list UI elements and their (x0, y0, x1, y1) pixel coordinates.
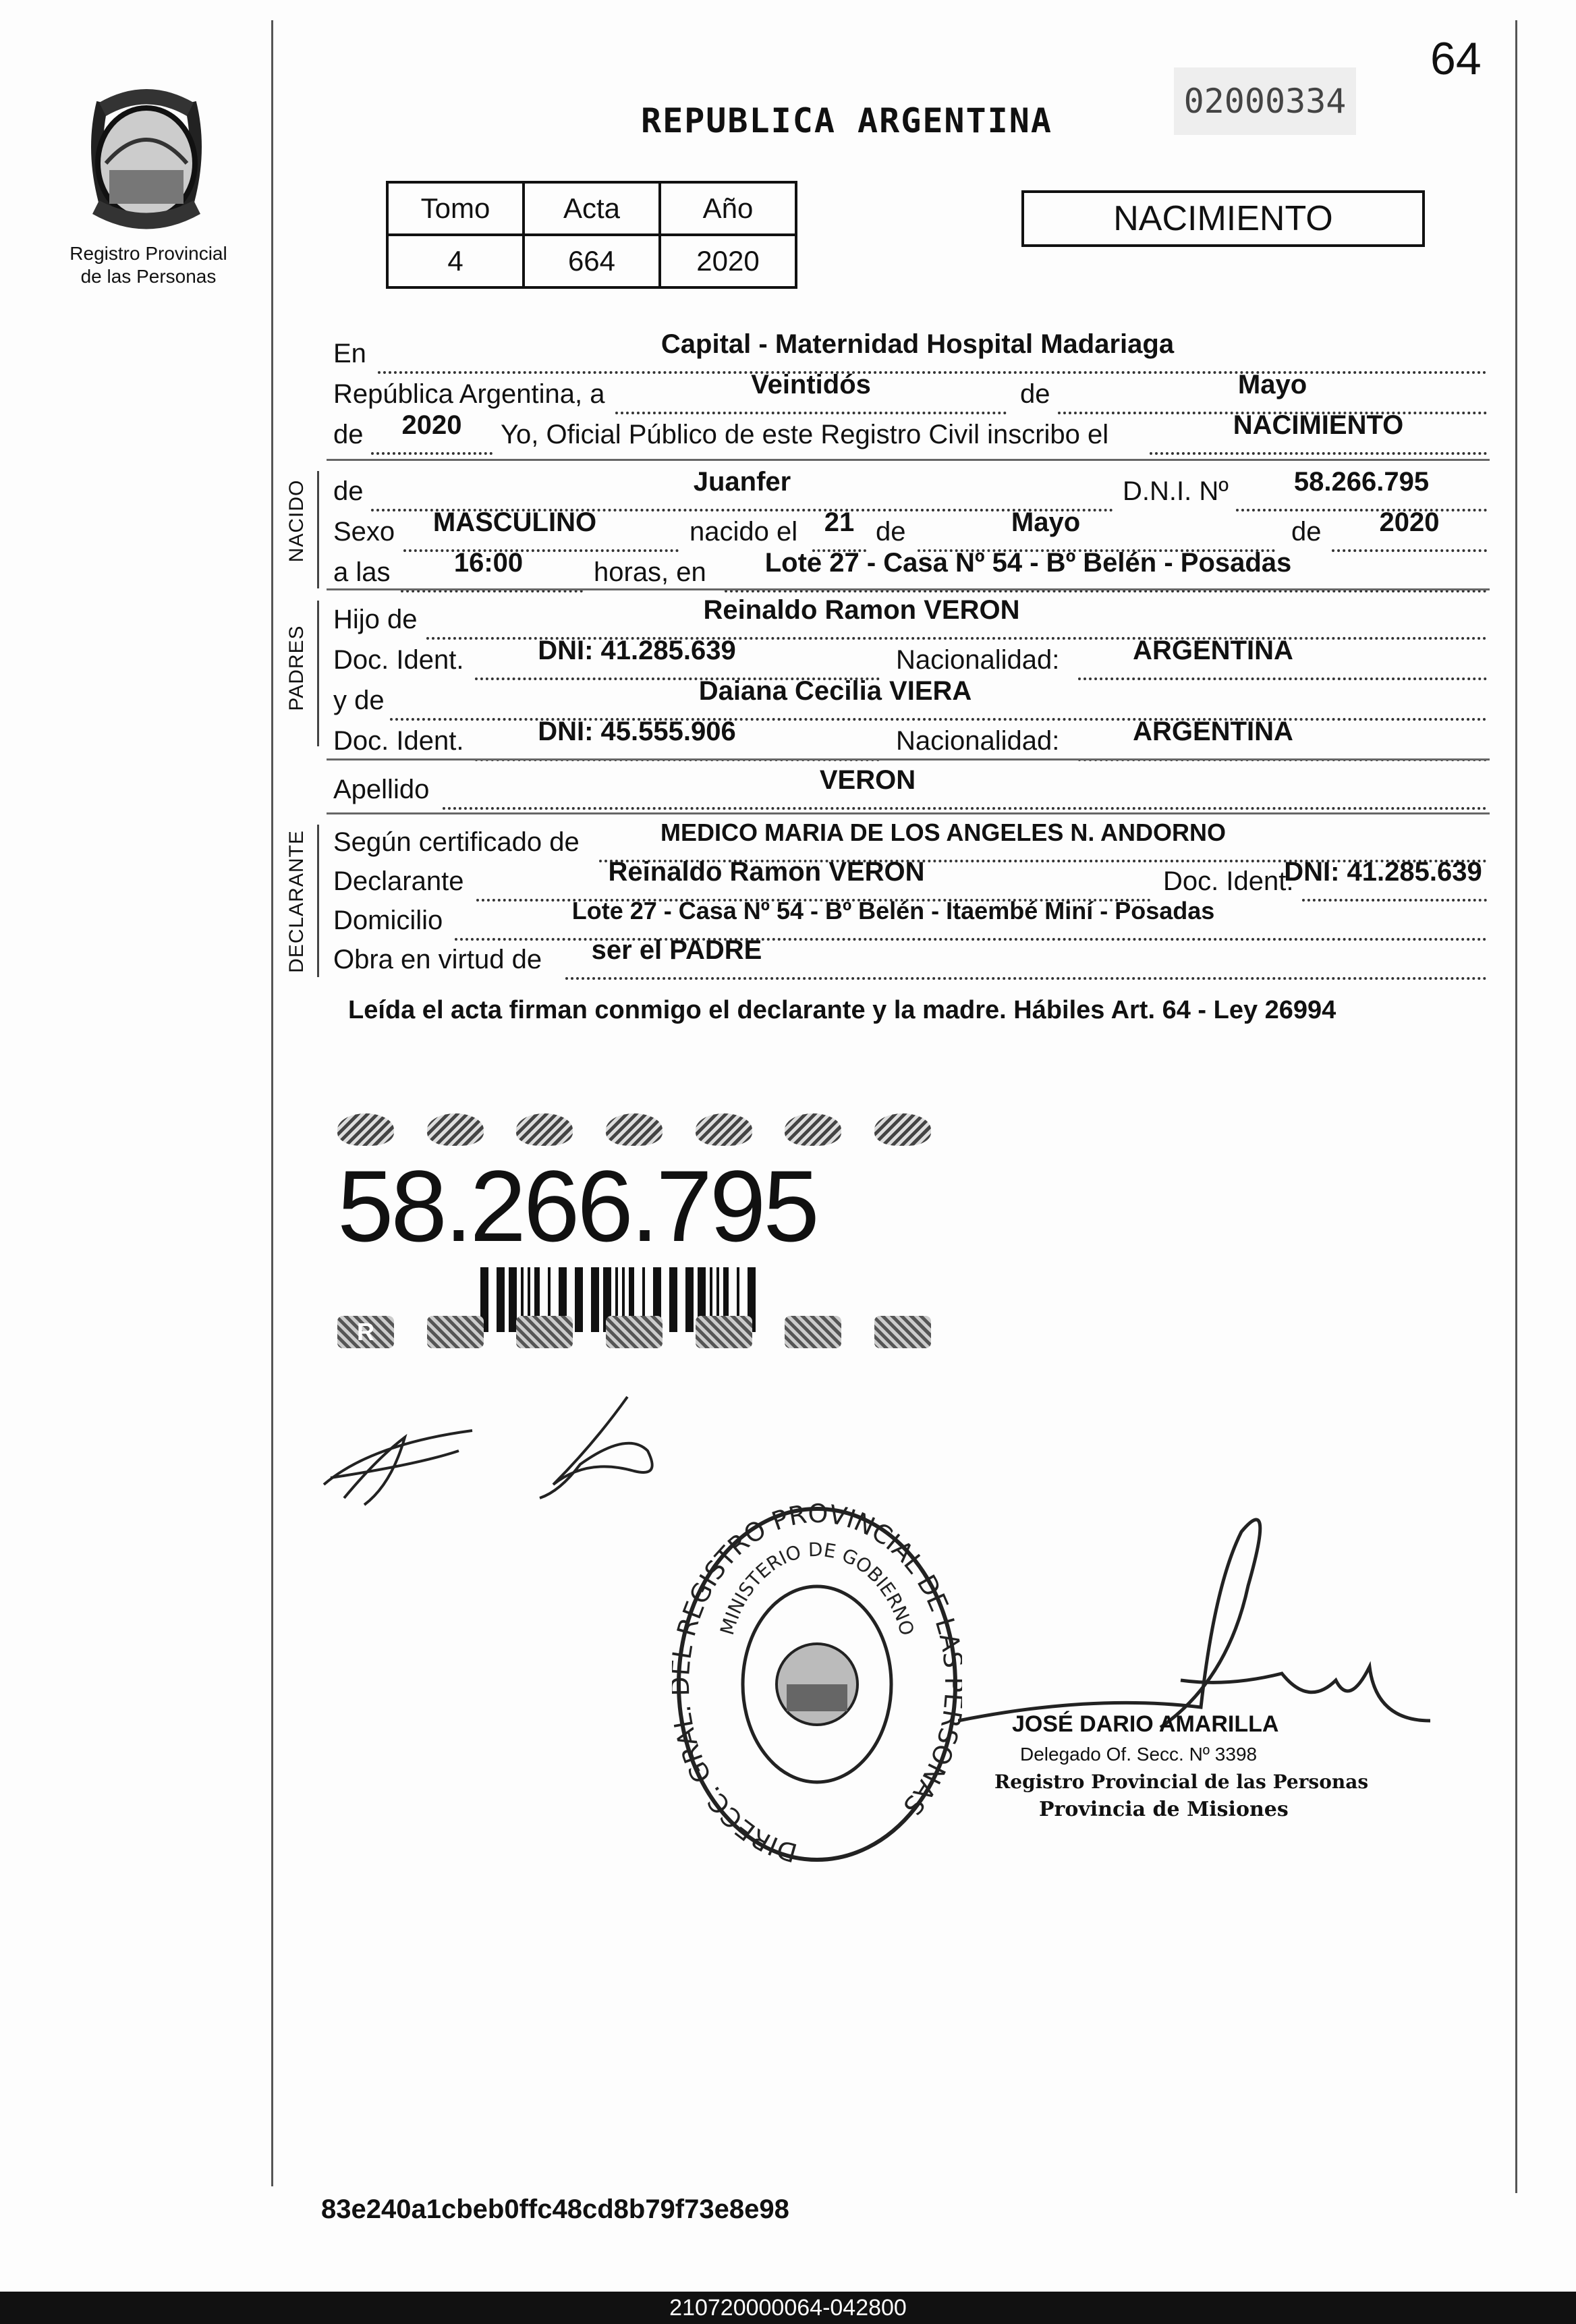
document-hash: 83e240a1cbeb0ffc48cd8b79f73e8e98 (321, 2194, 789, 2224)
surname-value: VERON (819, 765, 916, 795)
day-words-value: Veintidós (751, 370, 871, 399)
registry-label-2: de las Personas (80, 266, 217, 287)
label-yo: Yo, Oficial Público de este Registro Civil inscribo el (501, 420, 1109, 449)
acta-header: Acta (524, 182, 660, 235)
label-declarante: Declarante (333, 866, 464, 896)
registry-seal (672, 1502, 962, 1866)
label-en: En (333, 339, 366, 368)
sticker-number: 58.266.795 (337, 1149, 817, 1263)
label-nacionalidad-1: Nacionalidad: (896, 645, 1060, 675)
acta-value: 664 (524, 235, 660, 287)
mother-signature (526, 1390, 675, 1512)
address-value: Lote 27 - Casa Nº 54 - Bº Belén - Itaembé Miní - Posadas (571, 897, 1215, 924)
label-y-de: y de (333, 686, 385, 715)
act-type-box: NACIMIENTO (1021, 190, 1425, 247)
pattern-letter: R (337, 1316, 394, 1348)
label-de-1: de (1020, 379, 1050, 409)
label-republica: República Argentina, a (333, 379, 605, 409)
label-doc-ident-2: Doc. Ident. (333, 726, 464, 756)
label-nacido-el: nacido el (690, 517, 798, 547)
declarant-signature (317, 1404, 492, 1512)
line-hijo-de (333, 595, 1487, 637)
line-de-nombre (333, 467, 1487, 509)
emblem-label (76, 76, 217, 104)
record-table (386, 181, 797, 289)
rule-2 (327, 588, 1490, 590)
line-sexo (333, 507, 1487, 549)
line-domicilio (333, 897, 1487, 938)
nacido-bar (317, 471, 319, 588)
father-value: Reinaldo Ramon VERON (703, 595, 1020, 625)
rule-3 (327, 758, 1490, 760)
line-padre-doc (333, 636, 1487, 677)
tomo-header: Tomo (387, 182, 524, 235)
page-number: 64 (1430, 33, 1482, 84)
country-title: REPUBLICA ARGENTINA (641, 101, 1052, 140)
line-y-de (333, 676, 1487, 718)
official-role: Delegado Of. Secc. Nº 3398 (1020, 1744, 1258, 1765)
seal-inner-text: MINISTERIO DE GOBIERNO (715, 1538, 919, 1638)
anio-value: 2020 (660, 235, 796, 287)
label-doc-ident-3: Doc. Ident. (1163, 866, 1294, 896)
section-declarante: DECLARANTE (285, 830, 308, 973)
padres-bar (317, 601, 319, 746)
footer-id: 210720000064-042800 (669, 2295, 907, 2321)
father-doc-value: DNI: 41.285.639 (538, 636, 736, 665)
mother-nationality-value: ARGENTINA (1133, 717, 1293, 746)
act-value: NACIMIENTO (1233, 410, 1404, 440)
year-value: 2020 (401, 410, 462, 440)
line-republica (333, 370, 1487, 412)
label-a-las: a las (333, 557, 391, 587)
seal-outer-text: DIRECC. GRA REGISTRO PROVINCIAL DE L SONAS (672, 1502, 962, 1866)
closing-text: Leída el acta firman conmigo el declarante y la madre. Hábiles Art. 64 - Ley 26994 (348, 996, 1336, 1024)
label-de-2: de (333, 420, 364, 449)
sticker-pattern-top (337, 1113, 931, 1154)
place-value: Capital - Maternidad Hospital Madariaga (660, 329, 1175, 359)
certificate-value: MEDICO MARIA DE LOS ANGELES N. ANDORNO (660, 819, 1227, 846)
rule-4 (327, 812, 1490, 814)
label-nacionalidad-2: Nacionalidad: (896, 726, 1060, 756)
official-province: Provincia de Misiones (1039, 1798, 1289, 1821)
left-margin-line (271, 20, 273, 2186)
line-en (333, 329, 1487, 371)
birthplace-value: Lote 27 - Casa Nº 54 - Bº Belén - Posadas (764, 548, 1292, 578)
label-hijo-de: Hijo de (333, 605, 418, 634)
line-yo (333, 410, 1487, 452)
section-padres: PADRES (285, 625, 308, 711)
name-value: Juanfer (693, 467, 791, 497)
label-doc-ident-1: Doc. Ident. (333, 645, 464, 675)
sticker-pattern-bottom (337, 1316, 931, 1356)
official-name: JOSÉ DARIO AMARILLA (1012, 1711, 1279, 1737)
label-de-3: de (333, 476, 364, 506)
registry-label-1: Registro Provincial (69, 243, 227, 264)
label-sexo: Sexo (333, 517, 395, 547)
dni-value: 58.266.795 (1293, 467, 1430, 497)
serial-number: 02000334 (1174, 67, 1356, 135)
declarant-doc-value: DNI: 41.285.639 (1284, 857, 1482, 887)
declarant-value: Reinaldo Ramon VERON (608, 857, 925, 887)
label-horas-en: horas, en (594, 557, 706, 587)
line-hora (333, 548, 1487, 590)
label-de-4: de (876, 517, 906, 547)
mother-doc-value: DNI: 45.555.906 (538, 717, 736, 746)
tomo-value: 4 (387, 235, 524, 287)
right-margin-line (1515, 20, 1517, 2193)
birth-day-value: 21 (824, 507, 855, 537)
father-nationality-value: ARGENTINA (1133, 636, 1293, 665)
label-de-5: de (1291, 517, 1322, 547)
anio-header: Año (660, 182, 796, 235)
rule-1 (327, 459, 1490, 461)
birth-month-value: Mayo (1011, 507, 1081, 537)
sex-value: MASCULINO (432, 507, 597, 537)
section-nacido: NACIDO (285, 479, 308, 563)
declarante-bar (317, 825, 319, 977)
label-segun: Según certificado de (333, 827, 580, 857)
dni-sticker (337, 1107, 931, 1356)
line-madre-doc (333, 717, 1487, 758)
label-dni: D.N.I. Nº (1123, 476, 1229, 506)
hour-value: 16:00 (453, 548, 524, 578)
mother-value: Daiana Cecilia VIERA (698, 676, 972, 706)
month-value: Mayo (1237, 370, 1307, 399)
birth-year-value: 2020 (1379, 507, 1440, 537)
reason-value: ser el PADRE (591, 935, 762, 965)
line-obra (333, 935, 1487, 977)
official-org: Registro Provincial de las Personas (994, 1771, 1369, 1793)
line-apellido (333, 765, 1487, 807)
label-apellido: Apellido (333, 775, 430, 804)
label-domicilio: Domicilio (333, 906, 443, 935)
label-obra: Obra en virtud de (333, 945, 542, 974)
